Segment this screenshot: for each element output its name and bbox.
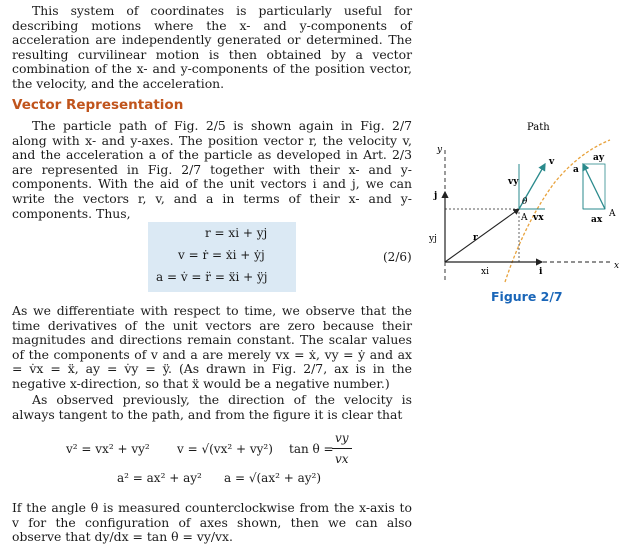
figure-2-7-diagram <box>415 112 625 287</box>
label-unit-i: i <box>539 267 543 277</box>
section-paragraph-3-block <box>12 393 412 422</box>
label-v: v <box>549 157 555 167</box>
math-tan-theta: tan θ = <box>289 442 334 456</box>
math-v-magnitude: v = √(vx² + vy²) <box>177 442 273 456</box>
label-yj: yj <box>429 234 437 244</box>
label-r: r <box>473 233 478 243</box>
section-paragraph-1-block <box>12 119 412 221</box>
position-vector-r <box>445 209 519 262</box>
label-path: Path <box>527 122 550 133</box>
fraction-bar <box>332 448 352 449</box>
equation-box <box>148 222 296 292</box>
label-ax: ax <box>591 215 603 225</box>
section-paragraph-3: As observed previously, the direction of the velocity is always tangent to the path, and from the figure it is clear that <box>12 392 412 422</box>
label-y-axis: y <box>437 145 443 155</box>
label-x-axis: x <box>614 261 620 271</box>
section-paragraph-4-block <box>12 501 412 545</box>
section-paragraph-2: As we differentiate with respect to time, we observe that the time derivatives of the unit vectors are zero because their magnitudes and directions remain constant. The scalar values of the components of v and a are merely vx = ẋ, vy = ẏ and ax = v̇x = ẍ, ay = v̇y = ÿ. (As drawn in Fig. 2/7, ax is in the negative x-direction, so that ẍ would be a negative number.) <box>12 303 412 391</box>
equation-number: (2/6) <box>383 250 412 264</box>
math-tan-denominator: vx <box>335 452 349 466</box>
label-A-right: A <box>609 209 616 219</box>
section-paragraph-1: The particle path of Fig. 2/5 is shown again in Fig. 2/7 along with x- and y-axes. The position vector r, the velocity v, and the acceleration a of the particle as developed in Art. 2/3 are represented in Fig. 2/7 together with their x- and y-components. With the aid of the unit vectors i and j, we can write the vectors r, v, and a in terms of their x- and y-components. Thus, <box>12 118 412 221</box>
math-a-magnitude: a = √(ax² + ay²) <box>224 471 322 485</box>
math-v-squared: v² = vx² + vy² <box>66 442 150 456</box>
label-ay: ay <box>593 153 605 163</box>
math-a-squared: a² = ax² + ay² <box>117 471 202 485</box>
figure-caption: Figure 2/7 <box>491 289 563 304</box>
section-paragraph-2-block <box>12 304 412 392</box>
equation-v: v = ṙ = ẋi + ẏj <box>178 248 265 262</box>
label-theta: θ <box>522 197 528 207</box>
label-A-left: A <box>521 213 528 223</box>
intro-block <box>12 4 412 92</box>
label-unit-j: j <box>434 191 438 201</box>
label-vy: vy <box>508 177 519 187</box>
acceleration-vector-a <box>583 164 605 209</box>
intro-paragraph: This system of coordinates is particularly useful for describing motions where the x- and y-components of acceleration are independently generated or determined. The resulting curvilinear motion is then obtained by a vector combination of the x- and y-components of the position vector, the velocity, and the acceleration. <box>12 3 412 91</box>
math-tan-numerator: vy <box>335 431 349 445</box>
label-xi: xi <box>481 267 489 277</box>
equation-a: a = v̇ = r̈ = ẍi + ÿj <box>156 270 268 284</box>
equation-r: r = xi + yj <box>205 226 268 240</box>
section-heading: Vector Representation <box>12 97 184 113</box>
label-vx: vx <box>533 213 544 223</box>
section-paragraph-4: If the angle θ is measured counterclockwise from the x-axis to v for the configuration of axes shown, then we can also observe that dy/dx = tan θ = vy/vx. <box>12 500 412 545</box>
label-a: a <box>573 165 579 175</box>
